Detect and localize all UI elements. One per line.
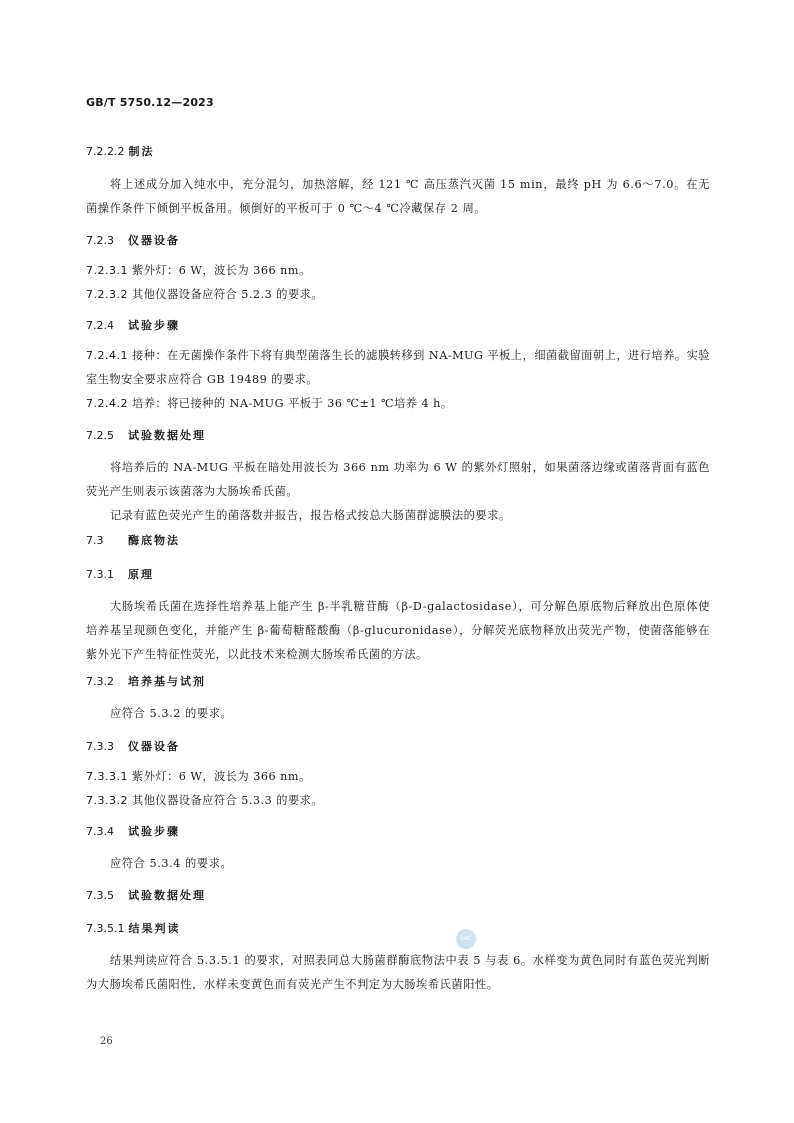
item-text: 紫外灯：6 W，波长为 366 nm。 <box>132 264 311 277</box>
watermark-logo: SAC <box>456 929 476 949</box>
section-title: 原理 <box>128 568 154 581</box>
section-7-2-4 <box>86 314 710 416</box>
page-number: 26 <box>100 1036 113 1047</box>
heading-7-3-2 <box>86 670 710 694</box>
heading-7-2-2-2 <box>86 140 710 164</box>
section-title: 酶底物法 <box>128 534 180 547</box>
section-7-3-4 <box>86 820 710 876</box>
section-title: 试验步骤 <box>128 825 180 838</box>
item-number: 7.2.4.1 <box>86 349 128 362</box>
list-item <box>86 344 710 392</box>
heading-7-3-5 <box>86 884 710 908</box>
section-number: 7.3.2 <box>86 675 114 688</box>
paragraph: 应符合 5.3.2 的要求。 <box>110 707 233 720</box>
paragraph: 结果判读应符合 5.3.5.1 的要求，对照表同总大肠菌群酶底物法中表 5 与表 6。水样变为黄色同时有蓝色荧光判断为大肠埃希氏菌阳性，水样未变黄色而有荧光产生不判定为大肠埃希氏菌阳性。 <box>86 954 710 991</box>
heading-7-3-5-1 <box>86 917 710 941</box>
paragraph: 应符合 5.3.4 的要求。 <box>110 857 233 870</box>
section-7-3-1 <box>86 563 710 667</box>
list-item <box>86 765 710 789</box>
section-number: 7.2.3 <box>86 234 114 247</box>
section-7-3-5-1 <box>86 917 710 997</box>
item-number: 7.3.3.1 <box>86 770 128 783</box>
item-text: 紫外灯：6 W，波长为 366 nm。 <box>132 770 311 783</box>
item-text: 培养：将已接种的 NA-MUG 平板于 36 ℃±1 ℃培养 4 h。 <box>132 397 453 410</box>
standard-code: GB/T 5750.12—2023 <box>86 96 214 109</box>
section-number: 7.3 <box>86 534 104 547</box>
item-text: 接种：在无菌操作条件下将有典型菌落生长的滤膜转移到 NA-MUG 平板上，细菌截留面朝上，进行培养。实验室生物安全要求应符合 GB 19489 的要求。 <box>86 349 710 386</box>
heading-7-3-3 <box>86 735 710 759</box>
section-title: 仪器设备 <box>128 234 180 247</box>
section-title: 制法 <box>128 145 155 158</box>
paragraph: 大肠埃希氏菌在选择性培养基上能产生 β-半乳糖苷酶（β-D-galactosidase），可分解色原底物后释放出色原体使培养基呈现颜色变化，并能产生 β-葡萄糖醛酸酶（β-glucuronidase），分解荧光底物释放出荧光产物，使菌落能够在紫外光下产生特征性荧光，以此技术来检测大肠埃希氏菌的方法。 <box>86 600 710 661</box>
section-7-3-5 <box>86 884 710 908</box>
item-number: 7.3.3.2 <box>86 794 128 807</box>
paragraph: 记录有蓝色荧光产生的菌落数并报告，报告格式按总大肠菌群滤膜法的要求。 <box>110 509 511 522</box>
section-title: 试验数据处理 <box>128 429 206 442</box>
item-text: 其他仪器设备应符合 5.3.3 的要求。 <box>132 794 324 807</box>
item-text: 其他仪器设备应符合 5.2.3 的要求。 <box>132 288 324 301</box>
list-item <box>86 283 710 307</box>
section-7-2-5 <box>86 424 710 528</box>
heading-7-2-3 <box>86 229 710 253</box>
section-number: 7.3.5 <box>86 889 114 902</box>
list-item <box>86 392 710 416</box>
section-7-3-3 <box>86 735 710 813</box>
heading-7-3 <box>86 529 710 553</box>
item-number: 7.2.3.1 <box>86 264 128 277</box>
section-number: 7.3.4 <box>86 825 114 838</box>
heading-7-3-4 <box>86 820 710 844</box>
heading-7-2-5 <box>86 424 710 448</box>
section-number: 7.2.2.2 <box>86 145 125 158</box>
section-title: 培养基与试剂 <box>128 675 206 688</box>
section-number: 7.2.5 <box>86 429 114 442</box>
paragraph: 将培养后的 NA-MUG 平板在暗处用波长为 366 nm 功率为 6 W 的紫外灯照射，如果菌落边缘或菌落背面有蓝色荧光产生则表示该菌落为大肠埃希氏菌。 <box>86 461 710 498</box>
section-number: 7.3.5.1 <box>86 922 125 935</box>
section-number: 7.2.4 <box>86 319 114 332</box>
section-title: 仪器设备 <box>128 740 180 753</box>
paragraph: 将上述成分加入纯水中，充分混匀，加热溶解，经 121 ℃ 高压蒸汽灭菌 15 min，最终 pH 为 6.6～7.0。在无菌操作条件下倾倒平板备用。倾倒好的平板可于 0 ℃～4 ℃冷藏保存 2 周。 <box>86 178 710 215</box>
section-number: 7.3.3 <box>86 740 114 753</box>
section-title: 试验步骤 <box>128 319 180 332</box>
item-number: 7.2.4.2 <box>86 397 128 410</box>
section-title: 试验数据处理 <box>128 889 206 902</box>
item-number: 7.2.3.2 <box>86 288 128 301</box>
list-item <box>86 789 710 813</box>
section-7-2-3 <box>86 229 710 307</box>
section-title: 结果判读 <box>128 922 181 935</box>
heading-7-2-4 <box>86 314 710 338</box>
section-7-3-2 <box>86 670 710 726</box>
heading-7-3-1 <box>86 563 710 587</box>
section-7-2-2-2 <box>86 140 710 221</box>
list-item <box>86 259 710 283</box>
section-7-3 <box>86 529 710 553</box>
section-number: 7.3.1 <box>86 568 114 581</box>
